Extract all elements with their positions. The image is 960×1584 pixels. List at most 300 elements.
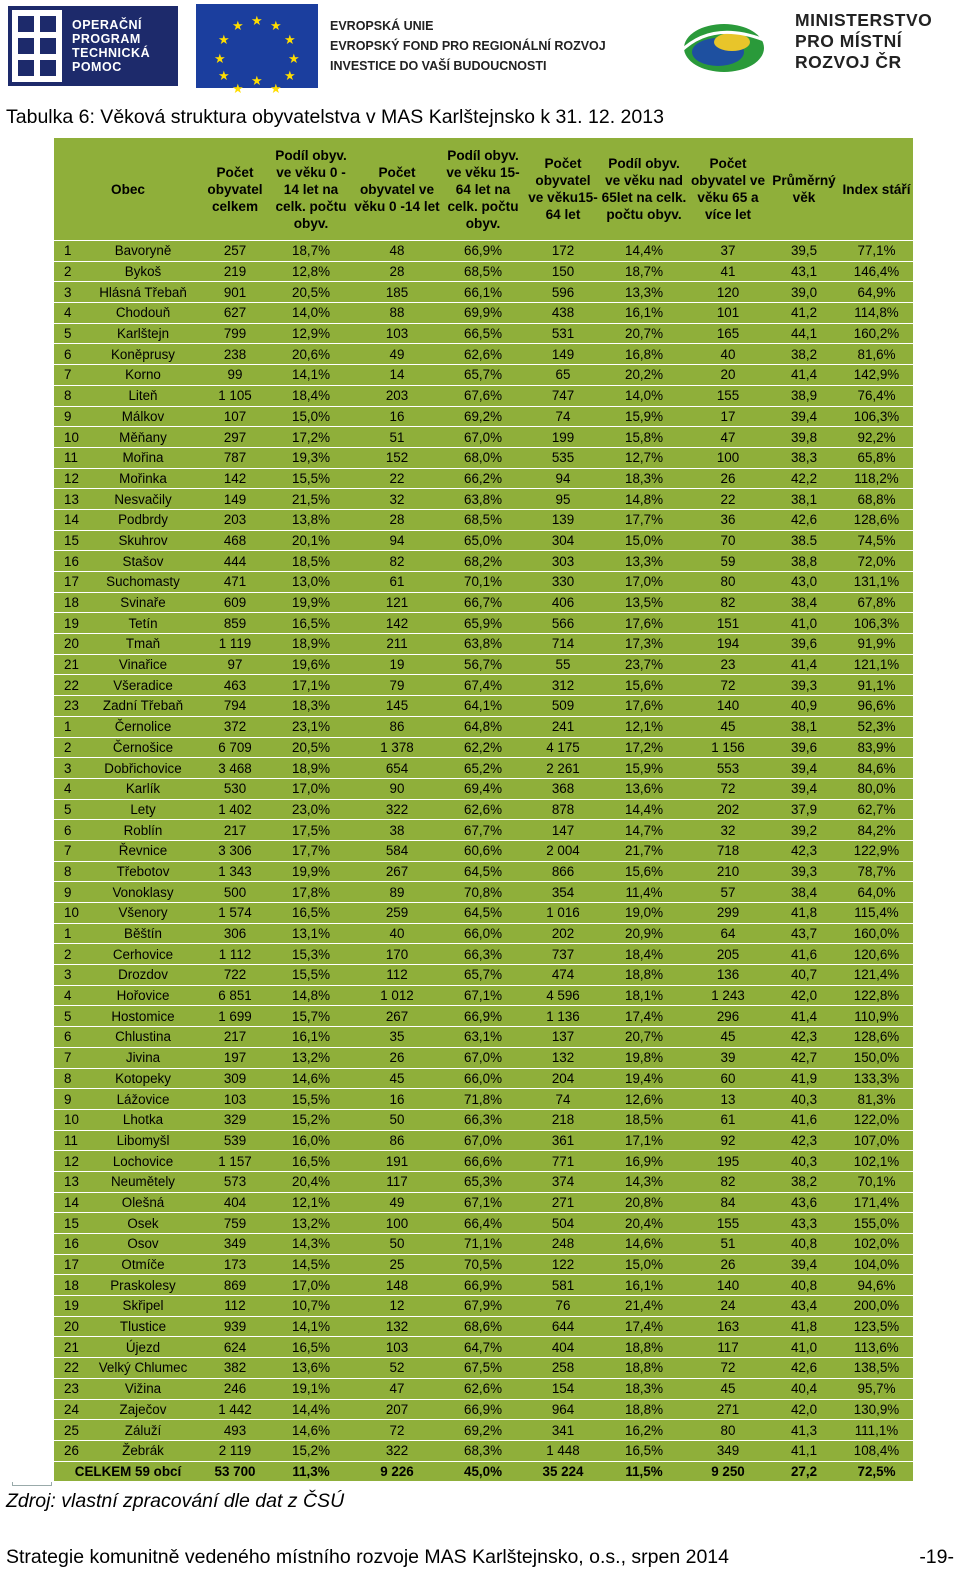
table-cell: 69,9% bbox=[440, 303, 526, 324]
table-cell: 1 378 bbox=[354, 737, 440, 758]
municipality-name: Třebotov bbox=[84, 861, 202, 882]
table-cell: 38,1 bbox=[768, 716, 840, 737]
table-cell: 39,5 bbox=[768, 241, 840, 262]
table-cell: 74 bbox=[526, 406, 600, 427]
table-cell: 12,7% bbox=[600, 447, 688, 468]
municipality-name: Běštín bbox=[84, 923, 202, 944]
table-cell: 16,1% bbox=[600, 1275, 688, 1296]
table-cell: 17,0% bbox=[268, 778, 354, 799]
municipality-name: Dobřichovice bbox=[84, 758, 202, 779]
table-cell: 66,5% bbox=[440, 323, 526, 344]
table-cell: 82 bbox=[354, 551, 440, 572]
row-number: 12 bbox=[54, 468, 84, 489]
table-cell: 17,1% bbox=[268, 675, 354, 696]
row-number: 22 bbox=[54, 1358, 84, 1379]
table-cell: 67,6% bbox=[440, 385, 526, 406]
row-spacer bbox=[4, 1296, 54, 1317]
table-cell: 218 bbox=[526, 1109, 600, 1130]
row-number: 15 bbox=[54, 1213, 84, 1234]
row-spacer bbox=[4, 861, 54, 882]
table-cell: 1 402 bbox=[202, 799, 268, 820]
table-cell: 152 bbox=[354, 447, 440, 468]
table-cell: 573 bbox=[202, 1171, 268, 1192]
table-cell: 18,8% bbox=[600, 965, 688, 986]
table-cell: 106,3% bbox=[840, 613, 913, 634]
table-cell: 16,5% bbox=[268, 903, 354, 924]
table-cell: 66,2% bbox=[440, 468, 526, 489]
table-cell: 41,9 bbox=[768, 1068, 840, 1089]
table-cell: 67,8% bbox=[840, 592, 913, 613]
row-number: 17 bbox=[54, 572, 84, 593]
table-cell: 89 bbox=[354, 882, 440, 903]
op-mark-icon bbox=[12, 10, 62, 82]
total-cell: 45,0% bbox=[440, 1461, 526, 1482]
table-cell: 32 bbox=[688, 820, 768, 841]
table-cell: 115,4% bbox=[840, 903, 913, 924]
row-number: 19 bbox=[54, 613, 84, 634]
row-number: 19 bbox=[54, 1296, 84, 1317]
table-cell: 63,8% bbox=[440, 489, 526, 510]
table-cell: 747 bbox=[526, 385, 600, 406]
table-cell: 18,4% bbox=[268, 385, 354, 406]
row-spacer bbox=[4, 489, 54, 510]
table-cell: 65,0% bbox=[440, 530, 526, 551]
row-number: 2 bbox=[54, 261, 84, 282]
table-cell: 18,8% bbox=[600, 1358, 688, 1379]
table-row bbox=[4, 323, 913, 344]
municipality-name: Mořinka bbox=[84, 468, 202, 489]
table-cell: 1 157 bbox=[202, 1151, 268, 1172]
row-spacer bbox=[4, 634, 54, 655]
row-number: 24 bbox=[54, 1399, 84, 1420]
table-row bbox=[4, 923, 913, 944]
row-number: 2 bbox=[54, 944, 84, 965]
table-cell: 539 bbox=[202, 1130, 268, 1151]
municipality-name: Neumětely bbox=[84, 1171, 202, 1192]
table-cell: 16,0% bbox=[268, 1130, 354, 1151]
table-row bbox=[4, 1130, 913, 1151]
table-row bbox=[4, 1337, 913, 1358]
table-cell: 67,7% bbox=[440, 820, 526, 841]
table-cell: 41,4 bbox=[768, 654, 840, 675]
table-cell: 155,0% bbox=[840, 1213, 913, 1234]
row-number: 8 bbox=[54, 861, 84, 882]
table-cell: 41,4 bbox=[768, 1006, 840, 1027]
row-number: 6 bbox=[54, 1027, 84, 1048]
row-number: 20 bbox=[54, 1316, 84, 1337]
table-cell: 37 bbox=[688, 241, 768, 262]
table-row bbox=[4, 447, 913, 468]
row-number: 21 bbox=[54, 1337, 84, 1358]
table-cell: 406 bbox=[526, 592, 600, 613]
op-tp-logo bbox=[8, 6, 178, 86]
table-cell: 48 bbox=[354, 241, 440, 262]
table-cell: 644 bbox=[526, 1316, 600, 1337]
table-cell: 39 bbox=[688, 1047, 768, 1068]
table-cell: 200,0% bbox=[840, 1296, 913, 1317]
table-cell: 52,3% bbox=[840, 716, 913, 737]
municipality-name: Bykoš bbox=[84, 261, 202, 282]
table-cell: 14,6% bbox=[268, 1068, 354, 1089]
row-number: 18 bbox=[54, 1275, 84, 1296]
table-cell: 142 bbox=[354, 613, 440, 634]
municipality-name: Zadní Třebaň bbox=[84, 696, 202, 717]
table-cell: 509 bbox=[526, 696, 600, 717]
table-cell: 16,5% bbox=[600, 1440, 688, 1461]
row-number: 7 bbox=[54, 365, 84, 386]
table-cell: 69,4% bbox=[440, 778, 526, 799]
municipality-name: Koněprusy bbox=[84, 344, 202, 365]
table-cell: 18,9% bbox=[268, 634, 354, 655]
table-cell: 1 119 bbox=[202, 634, 268, 655]
table-cell: 13,3% bbox=[600, 551, 688, 572]
table-cell: 303 bbox=[526, 551, 600, 572]
municipality-name: Černolice bbox=[84, 716, 202, 737]
table-cell: 1 448 bbox=[526, 1440, 600, 1461]
table-cell: 41,6 bbox=[768, 1109, 840, 1130]
table-cell: 535 bbox=[526, 447, 600, 468]
table-row bbox=[4, 1358, 913, 1379]
row-number: 8 bbox=[54, 385, 84, 406]
table-cell: 40 bbox=[688, 344, 768, 365]
row-spacer bbox=[4, 716, 54, 737]
table-cell: 35 bbox=[354, 1027, 440, 1048]
row-spacer bbox=[4, 1068, 54, 1089]
table-cell: 3 306 bbox=[202, 840, 268, 861]
table-cell: 241 bbox=[526, 716, 600, 737]
row-number: 26 bbox=[54, 1440, 84, 1461]
row-spacer bbox=[4, 882, 54, 903]
table-cell: 67,0% bbox=[440, 1047, 526, 1068]
table-cell: 19,6% bbox=[268, 654, 354, 675]
table-cell: 69,2% bbox=[440, 1420, 526, 1441]
table-cell: 18,3% bbox=[268, 696, 354, 717]
table-cell: 197 bbox=[202, 1047, 268, 1068]
row-spacer bbox=[4, 1316, 54, 1337]
row-spacer bbox=[4, 737, 54, 758]
eu-flag-icon: ★ ★ ★ ★ ★ ★ ★ ★ ★ ★ ★ ★ bbox=[196, 4, 318, 88]
table-cell: 20,5% bbox=[268, 737, 354, 758]
table-cell: 41,0 bbox=[768, 613, 840, 634]
table-row bbox=[4, 634, 913, 655]
table-cell: 39,6 bbox=[768, 634, 840, 655]
row-spacer bbox=[4, 840, 54, 861]
table-cell: 39,6 bbox=[768, 737, 840, 758]
table-cell: 163 bbox=[688, 1316, 768, 1337]
table-cell: 64,5% bbox=[440, 861, 526, 882]
table-cell: 60 bbox=[688, 1068, 768, 1089]
table-cell: 15,7% bbox=[268, 1006, 354, 1027]
table-cell: 41,8 bbox=[768, 903, 840, 924]
row-spacer bbox=[4, 1378, 54, 1399]
row-number: 23 bbox=[54, 1378, 84, 1399]
row-spacer bbox=[4, 1151, 54, 1172]
row-number: 4 bbox=[54, 303, 84, 324]
table-cell: 26 bbox=[688, 1254, 768, 1275]
table-cell: 149 bbox=[202, 489, 268, 510]
eu-logo-line: EVROPSKÝ FOND PRO REGIONÁLNÍ ROZVOJ bbox=[330, 39, 606, 53]
table-cell: 627 bbox=[202, 303, 268, 324]
mmr-logo-line: ROZVOJ ČR bbox=[795, 52, 902, 72]
table-row bbox=[4, 1440, 913, 1461]
header-cell: Index stáří bbox=[840, 138, 913, 241]
table-cell: 66,7% bbox=[440, 592, 526, 613]
table-cell: 121 bbox=[354, 592, 440, 613]
row-number: 3 bbox=[54, 758, 84, 779]
table-cell: 108,4% bbox=[840, 1440, 913, 1461]
table-cell: 103 bbox=[354, 323, 440, 344]
table-cell: 106,3% bbox=[840, 406, 913, 427]
header-cell: Počet obyvatel ve věku15- 64 let bbox=[526, 138, 600, 241]
table-cell: 70,5% bbox=[440, 1254, 526, 1275]
row-number: 11 bbox=[54, 1130, 84, 1151]
table-cell: 3 468 bbox=[202, 758, 268, 779]
table-cell: 15,9% bbox=[600, 406, 688, 427]
row-spacer bbox=[4, 1461, 54, 1482]
row-number: 10 bbox=[54, 903, 84, 924]
table-cell: 1 016 bbox=[526, 903, 600, 924]
table-cell: 86 bbox=[354, 716, 440, 737]
row-number: 10 bbox=[54, 427, 84, 448]
table-cell: 39,4 bbox=[768, 1254, 840, 1275]
table-cell: 771 bbox=[526, 1151, 600, 1172]
table-cell: 71,8% bbox=[440, 1089, 526, 1110]
table-cell: 39,3 bbox=[768, 861, 840, 882]
table-cell: 160,0% bbox=[840, 923, 913, 944]
table-cell: 13,2% bbox=[268, 1213, 354, 1234]
table-cell: 68,0% bbox=[440, 447, 526, 468]
table-cell: 20,7% bbox=[600, 323, 688, 344]
table-cell: 132 bbox=[354, 1316, 440, 1337]
table-cell: 14,7% bbox=[600, 820, 688, 841]
table-cell: 624 bbox=[202, 1337, 268, 1358]
table-cell: 1 343 bbox=[202, 861, 268, 882]
municipality-name: Kotopeky bbox=[84, 1068, 202, 1089]
municipality-name: Suchomasty bbox=[84, 572, 202, 593]
table-cell: 140 bbox=[688, 696, 768, 717]
row-spacer bbox=[4, 551, 54, 572]
table-cell: 203 bbox=[354, 385, 440, 406]
header-cell: Počet obyvatel ve věku 65 a více let bbox=[688, 138, 768, 241]
table-cell: 71,1% bbox=[440, 1234, 526, 1255]
table-cell: 14,1% bbox=[268, 1316, 354, 1337]
table-cell: 132 bbox=[526, 1047, 600, 1068]
table-cell: 349 bbox=[688, 1440, 768, 1461]
table-cell: 165 bbox=[688, 323, 768, 344]
table-row bbox=[4, 944, 913, 965]
table-cell: 145 bbox=[354, 696, 440, 717]
table-cell: 14,4% bbox=[600, 241, 688, 262]
table-row bbox=[4, 1420, 913, 1441]
table-cell: 14,4% bbox=[600, 799, 688, 820]
table-cell: 67,5% bbox=[440, 1358, 526, 1379]
op-logo-line: POMOC bbox=[72, 60, 122, 74]
row-number: 18 bbox=[54, 592, 84, 613]
table-cell: 64,7% bbox=[440, 1337, 526, 1358]
table-cell: 81,3% bbox=[840, 1089, 913, 1110]
table-cell: 66,9% bbox=[440, 1275, 526, 1296]
municipality-name: Tetín bbox=[84, 613, 202, 634]
table-cell: 15,0% bbox=[600, 530, 688, 551]
table-cell: 65 bbox=[526, 365, 600, 386]
table-cell: 17,0% bbox=[268, 1275, 354, 1296]
table-cell: 72 bbox=[688, 778, 768, 799]
table-cell: 67,1% bbox=[440, 1192, 526, 1213]
municipality-name: Žebrák bbox=[84, 1440, 202, 1461]
municipality-name: Praskolesy bbox=[84, 1275, 202, 1296]
table-cell: 18,3% bbox=[600, 468, 688, 489]
table-cell: 799 bbox=[202, 323, 268, 344]
table-cell: 41,8 bbox=[768, 1316, 840, 1337]
table-row bbox=[4, 303, 913, 324]
table-row bbox=[4, 1213, 913, 1234]
table-cell: 15,0% bbox=[268, 406, 354, 427]
table-cell: 14,0% bbox=[600, 385, 688, 406]
table-cell: 39,0 bbox=[768, 282, 840, 303]
row-number: 6 bbox=[54, 820, 84, 841]
table-cell: 136 bbox=[688, 965, 768, 986]
table-cell: 142,9% bbox=[840, 365, 913, 386]
table-cell: 84 bbox=[688, 1192, 768, 1213]
table-cell: 91,1% bbox=[840, 675, 913, 696]
row-spacer bbox=[4, 1171, 54, 1192]
row-number: 7 bbox=[54, 840, 84, 861]
table-cell: 18,8% bbox=[600, 1399, 688, 1420]
table-cell: 330 bbox=[526, 572, 600, 593]
table-cell: 566 bbox=[526, 613, 600, 634]
table-cell: 718 bbox=[688, 840, 768, 861]
row-spacer bbox=[4, 1440, 54, 1461]
table-cell: 14,5% bbox=[268, 1254, 354, 1275]
municipality-name: Osov bbox=[84, 1234, 202, 1255]
row-spacer bbox=[4, 1275, 54, 1296]
municipality-name: Měňany bbox=[84, 427, 202, 448]
table-cell: 86 bbox=[354, 1130, 440, 1151]
table-cell: 103 bbox=[354, 1337, 440, 1358]
table-cell: 56,7% bbox=[440, 654, 526, 675]
table-cell: 68,3% bbox=[440, 1440, 526, 1461]
table-cell: 13,8% bbox=[268, 509, 354, 530]
table-cell: 40,8 bbox=[768, 1234, 840, 1255]
municipality-name: Podbrdy bbox=[84, 509, 202, 530]
table-cell: 964 bbox=[526, 1399, 600, 1420]
table-cell: 38,2 bbox=[768, 344, 840, 365]
table-cell: 17,7% bbox=[268, 840, 354, 861]
table-cell: 794 bbox=[202, 696, 268, 717]
table-cell: 16,8% bbox=[600, 344, 688, 365]
table-cell: 69,2% bbox=[440, 406, 526, 427]
table-cell: 112 bbox=[354, 965, 440, 986]
table-cell: 1 105 bbox=[202, 385, 268, 406]
table-cell: 12,8% bbox=[268, 261, 354, 282]
table-cell: 40 bbox=[354, 923, 440, 944]
table-cell: 2 119 bbox=[202, 1440, 268, 1461]
table-row bbox=[4, 903, 913, 924]
table-cell: 14,0% bbox=[268, 303, 354, 324]
row-spacer bbox=[4, 323, 54, 344]
table-cell: 722 bbox=[202, 965, 268, 986]
row-number: 14 bbox=[54, 1192, 84, 1213]
row-number: 1 bbox=[54, 716, 84, 737]
table-cell: 39,4 bbox=[768, 778, 840, 799]
table-cell: 38,2 bbox=[768, 1171, 840, 1192]
table-cell: 41,1 bbox=[768, 1440, 840, 1461]
table-cell: 60,6% bbox=[440, 840, 526, 861]
table-cell: 102,1% bbox=[840, 1151, 913, 1172]
table-cell: 16,5% bbox=[268, 613, 354, 634]
table-cell: 122,0% bbox=[840, 1109, 913, 1130]
table-cell: 12,1% bbox=[268, 1192, 354, 1213]
table-row bbox=[4, 282, 913, 303]
table-cell: 66,0% bbox=[440, 923, 526, 944]
table-cell: 122 bbox=[526, 1254, 600, 1275]
table-cell: 15,5% bbox=[268, 965, 354, 986]
table-cell: 62,2% bbox=[440, 737, 526, 758]
table-cell: 203 bbox=[202, 509, 268, 530]
table-cell: 142 bbox=[202, 468, 268, 489]
table-cell: 95,7% bbox=[840, 1378, 913, 1399]
table-row bbox=[4, 799, 913, 820]
municipality-name: Málkov bbox=[84, 406, 202, 427]
table-cell: 463 bbox=[202, 675, 268, 696]
table-cell: 859 bbox=[202, 613, 268, 634]
table-cell: 2 261 bbox=[526, 758, 600, 779]
table-row bbox=[4, 861, 913, 882]
table-cell: 84,2% bbox=[840, 820, 913, 841]
table-cell: 114,8% bbox=[840, 303, 913, 324]
table-row bbox=[4, 572, 913, 593]
table-cell: 20,9% bbox=[600, 923, 688, 944]
municipality-name: Olešná bbox=[84, 1192, 202, 1213]
table-cell: 122,8% bbox=[840, 985, 913, 1006]
table-cell: 11,4% bbox=[600, 882, 688, 903]
table-cell: 17,2% bbox=[268, 427, 354, 448]
header-cell: Obec bbox=[54, 138, 202, 241]
table-cell: 12,1% bbox=[600, 716, 688, 737]
municipality-name: Svinaře bbox=[84, 592, 202, 613]
table-row bbox=[4, 385, 913, 406]
table-cell: 13,5% bbox=[600, 592, 688, 613]
table-title: Tabulka 6: Věková struktura obyvatelstva v MAS Karlštejnsko k 31. 12. 2013 bbox=[6, 106, 664, 128]
table-cell: 154 bbox=[526, 1378, 600, 1399]
table-cell: 81,6% bbox=[840, 344, 913, 365]
table-cell: 138,5% bbox=[840, 1358, 913, 1379]
table-cell: 51 bbox=[688, 1234, 768, 1255]
table-cell: 42,3 bbox=[768, 1027, 840, 1048]
table-cell: 14,8% bbox=[268, 985, 354, 1006]
row-number: 14 bbox=[54, 509, 84, 530]
table-cell: 39,3 bbox=[768, 675, 840, 696]
table-cell: 70 bbox=[688, 530, 768, 551]
total-cell: 35 224 bbox=[526, 1461, 600, 1482]
municipality-name: Vinařice bbox=[84, 654, 202, 675]
table-cell: 18,5% bbox=[268, 551, 354, 572]
table-cell: 257 bbox=[202, 241, 268, 262]
row-number: 25 bbox=[54, 1420, 84, 1441]
table-cell: 139 bbox=[526, 509, 600, 530]
table-cell: 121,1% bbox=[840, 654, 913, 675]
logo-bar bbox=[0, 0, 960, 95]
municipality-name: Újezd bbox=[84, 1337, 202, 1358]
table-cell: 185 bbox=[354, 282, 440, 303]
municipality-name: Cerhovice bbox=[84, 944, 202, 965]
row-spacer bbox=[4, 509, 54, 530]
table-cell: 61 bbox=[688, 1109, 768, 1130]
table-cell: 15,2% bbox=[268, 1109, 354, 1130]
table-cell: 41,0 bbox=[768, 1337, 840, 1358]
row-spacer bbox=[4, 1337, 54, 1358]
table-cell: 72,0% bbox=[840, 551, 913, 572]
